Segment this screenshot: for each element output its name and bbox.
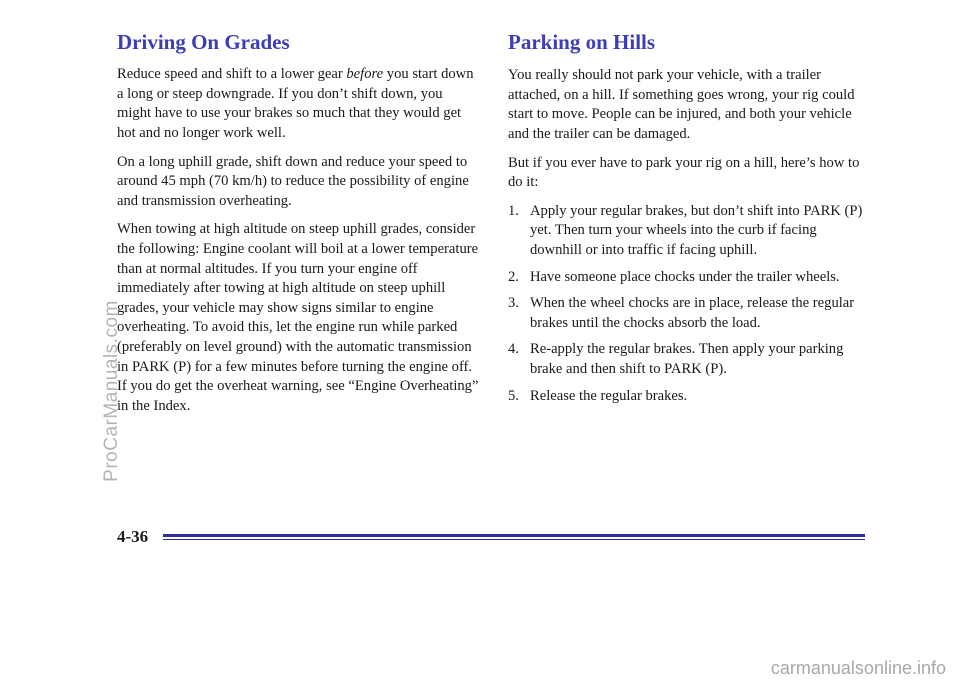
paragraph-parking-intro: But if you ever have to park your rig on a hill, here’s how to do it: <box>508 154 860 191</box>
page-number: 4-36 <box>117 527 149 546</box>
step-number: 2. <box>508 268 519 285</box>
step-text: Have someone place chocks under the trailer wheels. <box>530 268 840 285</box>
footer-rule-thin <box>163 539 865 540</box>
step-text: Re-apply the regular brakes. Then apply your parking brake and then shift to PARK (P). <box>530 341 844 377</box>
left-column <box>117 30 479 425</box>
paragraph-uphill: On a long uphill grade, shift down and reduce your speed to around 45 mph (70 km/h) to reduce the possibility of engine and transmission overheating. <box>117 153 469 209</box>
list-item <box>508 294 870 333</box>
step-text: When the wheel chocks are in place, release the regular brakes until the chocks absorb the load. <box>530 295 855 331</box>
bottom-watermark: carmanualsonline.info <box>770 658 946 678</box>
step-number: 5. <box>508 387 519 404</box>
list-item <box>508 268 870 288</box>
heading-parking-on-hills: Parking on Hills <box>508 30 656 54</box>
list-item <box>508 202 870 261</box>
step-number: 4. <box>508 341 519 358</box>
step-text: Release the regular brakes. <box>530 387 688 404</box>
paragraph-downgrade <box>117 65 479 143</box>
paragraph-downgrade-start: Reduce speed and shift to a lower gear <box>117 66 347 83</box>
right-column <box>508 30 870 413</box>
heading-driving-on-grades: Driving On Grades <box>117 30 290 54</box>
page-footer <box>117 527 865 547</box>
list-item <box>508 340 870 379</box>
footer-rule-thick <box>163 534 865 537</box>
paragraph-parking-warning: You really should not park your vehicle, with a trailer attached, on a hill. If something goes wrong, your rig could start to move. People can be injured, and both your vehicle and the trailer can be damaged. <box>508 67 855 142</box>
side-watermark: ProCarManuals.com <box>101 300 122 482</box>
emphasis-before: before <box>346 66 384 83</box>
step-number: 1. <box>508 202 519 219</box>
paragraph-downgrade-end: you start down a long or steep downgrade. If you don’t shift down, you might have to use your brakes so much that they would get hot and no longer work well. <box>117 66 474 141</box>
step-text: Apply your regular brakes, but don’t shift into PARK (P) yet. Then turn your wheels into the curb if facing downhill or into traffic if facing uphill. <box>530 202 863 258</box>
paragraph-high-altitude: When towing at high altitude on steep uphill grades, consider the following: Engine coolant will boil at a lower temperature than at normal altitudes. If you turn your engine off immediately after towing at high altitude on steep uphill grades, your vehicle may show signs similar to engine overheating. To avoid this, let the engine run while parked (preferably on level ground) with the automatic transmission in PARK (P) for a few minutes before turning the engine off. If you do get the overheat warning, see “Engine Overheating” in the Index. <box>117 221 479 414</box>
step-number: 3. <box>508 295 519 312</box>
parking-steps-list <box>508 202 870 406</box>
list-item <box>508 387 870 407</box>
